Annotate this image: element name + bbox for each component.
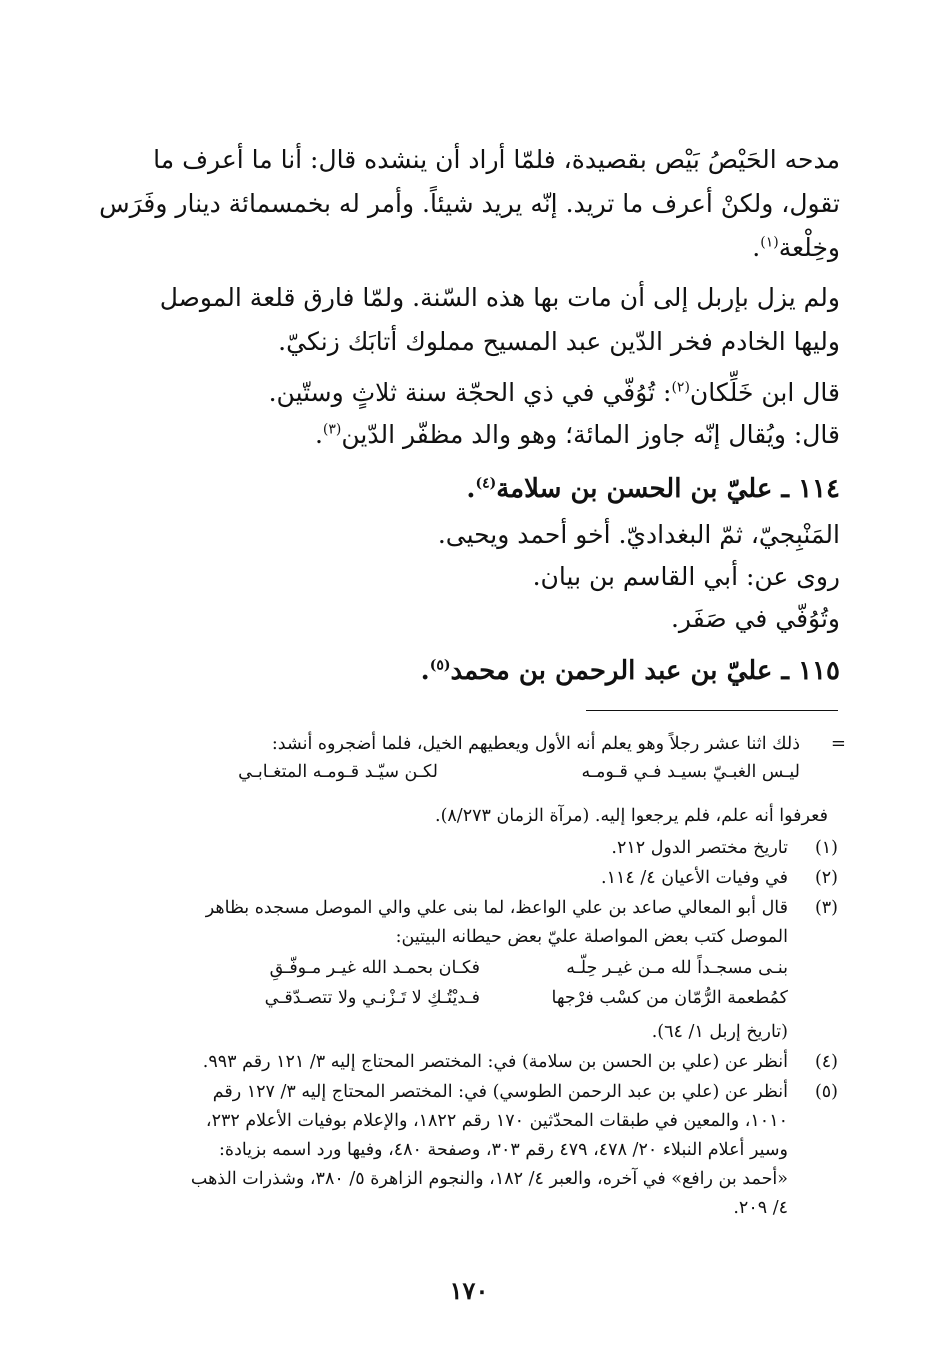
quote-line: قال: ويُقال إنّه جاوز المائة؛ وهو والد مظفّر الدّين$^{(٣)}$. — [314, 420, 840, 449]
entry-line: المَنْبِجيّ، ثمّ البغداديّ. أخو أحمد ويحيى. — [437, 520, 840, 549]
quote-text: قال: ويُقال إنّه جاوز المائة؛ وهو والد مظفّر الدّين — [341, 420, 840, 449]
paragraph-line: تقول، ولكنْ أعرف ما تريد. إنّه يريد شيئاً. وأمر له بخمسمائة دينار وفَرَس — [99, 189, 840, 218]
footnote-4 — [112, 1048, 838, 1077]
entry-line: وتُوُفّي في صَفَر. — [670, 604, 840, 633]
footnote-line: قال أبو المعالي صاعد بن علي الواعظ، لما بنى علي والي الموصل مسجده بظاهر — [205, 898, 788, 918]
footnote-ref[interactable]: (٤) — [475, 475, 497, 492]
paragraph-line: وخِلْعة$^{(١)}$. — [752, 233, 840, 262]
footnote-continuation-line: ذلك اثنا عشر رجلاً وهو يعلم أنه الأول ويعطيهم الخيل، فلما أضجروه أنشد: — [271, 734, 800, 754]
verse-hemistich: كمُطعمة الرُّمّان من كسْب فرْجها — [551, 988, 788, 1008]
footnote-text: تاريخ مختصر الدول ٢١٢. — [611, 838, 788, 858]
footnote-text: أنظر عن (علي بن الحسن بن سلامة) في: المختصر المحتاج إليه ٣/ ١٢١ رقم ٩٩٣. — [202, 1052, 788, 1072]
footnote-separator — [586, 710, 838, 711]
footnote-text — [112, 894, 788, 952]
footnote-text — [112, 1078, 788, 1223]
footnote-ref[interactable]: (٥) — [429, 657, 451, 674]
quote-text: قال ابن خَلِّكان — [689, 378, 840, 407]
footnote-number: (١) — [814, 838, 838, 858]
quote-text: : تُوُفّي في ذي الحجّة سنة ثلاثٍ وستّين. — [268, 378, 672, 407]
footnote-5 — [112, 1078, 838, 1228]
footnote-line: «أحمد بن رافع» في آخره، والعبر ٤/ ١٨٢، والنجوم الزاهرة ٥/ ٣٨٠، وشذرات الذهب — [190, 1169, 788, 1189]
entry-title: ١١٤ ـ عليّ بن الحسن بن سلامة$^{(٤)}$. — [466, 474, 840, 504]
paragraph-line: وليها الخادم فخر الدّين عبد المسيح مملوك أتابَك زنكيّ. — [278, 327, 840, 356]
verse-hemistich: بنـى مسجـداً لله مـن غيـر حِلّـه — [566, 958, 788, 978]
continuation-mark: = — [830, 733, 846, 754]
entry-title-text: ١١٥ ـ عليّ بن عبد الرحمن بن محمد — [450, 656, 840, 686]
footnote-line: الموصل كتب بعض المواصلة عليّ بعض حيطانه البيتين: — [395, 927, 788, 947]
page-number: ١٧٠ — [449, 1276, 489, 1305]
footnote-number: (٥) — [814, 1082, 838, 1102]
footnote-source: (تاريخ إربل ١/ ٦٤). — [651, 1022, 788, 1042]
verse-hemistich: فـديْتُـكِ لا تَـزْنـي ولا تتصـدّقـي — [264, 988, 480, 1008]
entry-title: ١١٥ ـ عليّ بن عبد الرحمن بن محمد$^{(٥)}$. — [420, 656, 840, 686]
footnote-text: في وفيات الأعيان ٤/ ١١٤. — [601, 868, 788, 888]
footnote-line: أنظر عن (علي بن عبد الرحمن الطوسي) في: المختصر المحتاج إليه ٣/ ١٢٧ رقم — [212, 1082, 788, 1102]
quote-line — [269, 378, 840, 407]
footnote-number: (٣) — [814, 898, 838, 918]
footnote-continuation-line: فعرفوا أنه علم، فلم يرجعوا إليه. (مرآة الزمان ٨/٢٧٣). — [435, 806, 828, 826]
paragraph-text: وخِلْعة — [778, 233, 840, 262]
entry-line: روى عن: أبي القاسم بن بيان. — [532, 562, 840, 591]
footnote-ref[interactable]: (١) — [760, 234, 779, 251]
footnote-ref[interactable]: (٣) — [322, 421, 342, 438]
entry-title-text: ١١٤ ـ عليّ بن الحسن بن سلامة — [496, 474, 840, 504]
footnote-2 — [112, 864, 838, 893]
footnote-number: (٤) — [814, 1052, 838, 1072]
footnote-number: (٢) — [814, 868, 838, 888]
footnote-1 — [112, 834, 838, 863]
footnote-ref[interactable]: (٢) — [671, 379, 690, 396]
footnote-line: ١٠١٠، والمعين في طبقات المحدّثين ١٧٠ رقم ١٨٢٢، والإعلام بوفيات الأعلام ٢٣٢، — [205, 1111, 788, 1131]
paragraph-2 — [112, 276, 840, 364]
paragraph-1 — [99, 138, 840, 270]
footnote-line: ٤/ ٢٠٩. — [733, 1198, 788, 1218]
paragraph-line: ولم يزل بإربل إلى أن مات بها هذه السّنة. ولمّا فارق قلعة الموصل — [159, 283, 840, 312]
footnote-line: وسير أعلام النبلاء ٢٠/ ٤٧٨، ٤٧٩ رقم ٣٠٣، وصفحة ٤٨٠، وفيها ورد اسمه بزيادة: — [219, 1140, 788, 1160]
verse-hemistich: فكـان بحمـد الله غيـر مـوفّـقِ — [269, 958, 480, 978]
verse-hemistich: لكـن سيّـد قـومـه المتغـابـي — [238, 762, 438, 782]
paragraph-line: مدحه الحَيْصُ بَيْص بقصيدة، فلمّا أراد أن ينشده قال: أنا ما أعرف ما — [153, 145, 840, 174]
verse-hemistich: ليـس الغبـيّ بسيـد فـي قـومـه — [581, 762, 800, 782]
